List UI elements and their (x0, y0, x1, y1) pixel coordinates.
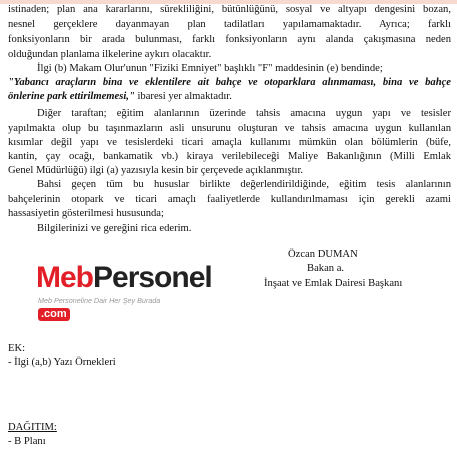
body-line: nesnel gerçeklere dayanmayan plan tadilatları yapılamamaktadır. Ayrıca; farklı (8, 19, 451, 30)
body-line: kısımlar değil yapı ve tesislerdeki ticari amaçla kullanımı mümkün olan bölümlerin (büfe, (8, 137, 451, 148)
body-line: bahçelerinin otopark ve ticari amaçlı faaliyetlerde kullandırılmaması için gerekli azami (8, 194, 451, 205)
quote-line: "Yabancı araçların bina ve eklentilere ait bahçe ve otoparklara alınmaması, bina ve bahçe (8, 77, 451, 88)
body-line: Diğer taraftan; eğitim alanlarının üzerinde tahsis amacına uygun yapı ve tesisler (37, 108, 451, 119)
body-line: istinaden; plan ana kararlarını, sürekliliğini, bütünlüğünü, sosyal ve altyapı dengesini bozan, (8, 4, 451, 15)
attachments-label: EK: (8, 343, 26, 354)
body-line: yapılmakta olup bu taşınmazların asli unsurunu oluşturan ve tahsis amacına uygun kullanılan (8, 123, 451, 134)
quote-line-2 (8, 90, 451, 103)
distribution-label: DAĞITIM: (8, 422, 57, 433)
mebpersonel-watermark-logo (36, 261, 236, 320)
body-line: İlgi (b) Makam Olur'unun "Fiziki Emniyet" başlıklı "F" maddesinin (e) bendinde; (37, 63, 383, 74)
logo-personel: Personel (93, 261, 212, 294)
attachments-item: - İlgi (a,b) Yazı Örnekleri (8, 357, 116, 368)
body-line: Bahsi geçen tüm bu hususlar birlikte değerlendirildiğinde, eğitim tesis alanlarının (37, 179, 451, 190)
body-line: hassasiyetin gösterilmesi hususunda; (8, 208, 164, 219)
signatory-name: Özcan DUMAN (288, 249, 358, 260)
logo-meb: Meb (36, 261, 93, 294)
signatory-department: İnşaat ve Emlak Dairesi Başkanı (264, 278, 403, 289)
logo-wordmark (36, 261, 236, 329)
signatory-title: Bakan a. (307, 263, 345, 274)
body-line: Genel Müdürlüğü) ilgi (a) yazısıyla kesin bir çerçevede açıklanmıştır. (8, 165, 304, 176)
logo-com-badge: .com (38, 308, 70, 321)
logo-slogan: Meb Personeline Dair Her Şey Burada (38, 296, 161, 305)
distribution-item: - B Planı (8, 436, 46, 447)
body-line: olduğundan planlama ilkelerine aykırı olacaktır. (8, 49, 212, 60)
quote-bold-text: önlerine park ettirilmemesi," (8, 91, 135, 102)
body-line: Bilgilerinizi ve gereğini rica ederim. (37, 223, 192, 234)
body-line: fonksiyonların bir arada bulunması, farklı fonksiyonların aynı alanda çakışmasına neden (8, 34, 451, 45)
body-line: kantin, çay ocağı, bankamatik vb.) kiraya verilebileceği Maliye Bakanlığının (Milli Emlak (8, 151, 451, 162)
quote-rest-text: ibaresi yer almaktadır. (134, 91, 232, 102)
